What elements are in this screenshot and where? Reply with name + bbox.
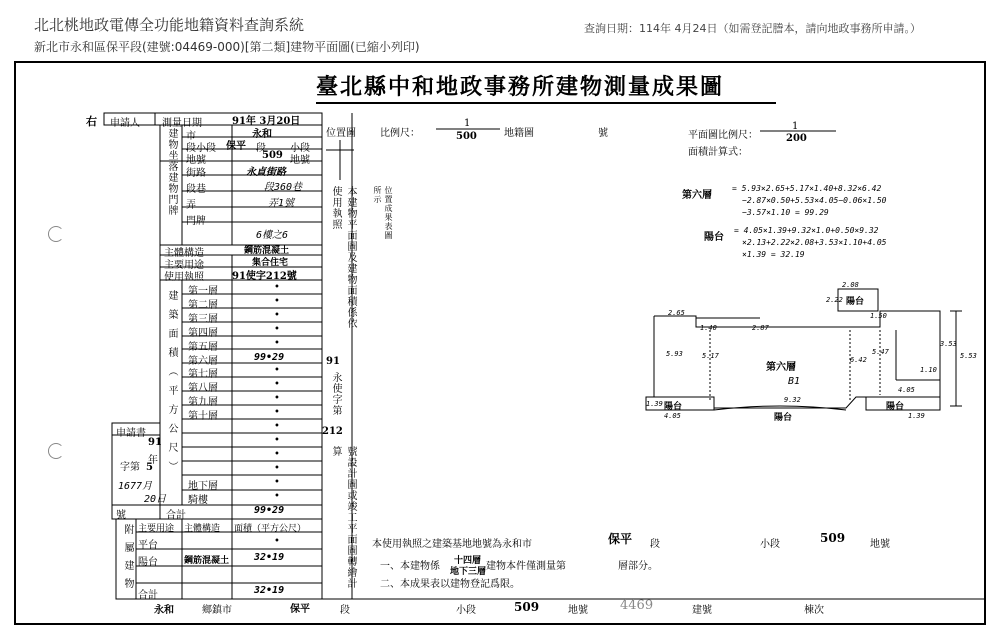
yangtai-value: 32•19 bbox=[254, 552, 285, 563]
note-1b: 建物本件僅測量第 bbox=[486, 561, 566, 572]
att-total-value: 32•19 bbox=[254, 585, 285, 596]
floor-value: • bbox=[274, 379, 280, 391]
plan-balcony-top: 陽台 bbox=[846, 297, 865, 307]
plan-dimension-label: 2.22 bbox=[826, 296, 843, 304]
plan-dimension-label: 1.50 bbox=[870, 312, 887, 320]
balcony-label: 平台 bbox=[138, 540, 158, 551]
plan-dimension-label: 1.39 bbox=[908, 412, 925, 420]
bottom-lot: 509 bbox=[514, 600, 540, 614]
main-use-label: 主要用途 bbox=[164, 260, 204, 271]
cert-section: 保平 bbox=[608, 532, 633, 546]
floor-value: • bbox=[274, 309, 280, 321]
floor-value: • bbox=[274, 295, 280, 307]
city-value: 永和 bbox=[252, 129, 272, 140]
location-label: 位置圖 bbox=[326, 128, 356, 139]
floor-value: • bbox=[274, 365, 280, 377]
floor-label: 第三層 bbox=[188, 313, 218, 325]
bottom-small-label: 小段 bbox=[456, 605, 476, 616]
vertical-license-char: 永使字第 bbox=[330, 372, 341, 416]
apply-month: 1677月 bbox=[118, 481, 153, 492]
apply-no-label: 號 bbox=[116, 510, 126, 521]
right-mark: 右 bbox=[86, 115, 97, 128]
main-structure-value: 鋼筋混凝土 bbox=[244, 246, 290, 256]
cadastral-map-label: 地籍圖 bbox=[504, 128, 534, 139]
area-label: 建築面積（平方公尺） bbox=[166, 290, 177, 480]
floor-label: 第二層 bbox=[188, 299, 218, 311]
cert-lot: 509 bbox=[820, 531, 846, 545]
plan-dimension-label: 4.05 bbox=[898, 386, 915, 394]
scale-num: 1 bbox=[464, 118, 471, 129]
bottom-city-label: 鄉鎮市 bbox=[202, 605, 232, 616]
lot-col-label: 地號 bbox=[186, 155, 206, 166]
bottom-section-label: 段 bbox=[340, 605, 350, 616]
floor-label: 第四層 bbox=[188, 327, 218, 339]
apply-year: 年 bbox=[148, 455, 158, 466]
building-gate-label: 建物門牌 bbox=[166, 172, 177, 216]
plan-floor-code: B1 bbox=[788, 376, 801, 387]
section2-label: 段巷 bbox=[186, 184, 206, 195]
floor-value: • bbox=[274, 393, 280, 405]
note-2: 二、本成果表以建物登記爲限。 bbox=[380, 579, 520, 590]
apply-no: 91 bbox=[148, 437, 162, 448]
plan-dimension-label: 2.08 bbox=[842, 281, 859, 289]
plan-scale-label: 平面圖比例尺： bbox=[688, 130, 758, 141]
apply-day: 20日 bbox=[144, 494, 167, 505]
section-value: 保平 bbox=[226, 141, 246, 152]
bottom-section: 保平 bbox=[290, 604, 310, 615]
cert-section-label: 段 bbox=[650, 539, 660, 550]
floor-value-blank: • bbox=[274, 421, 280, 432]
vertical-license-no: 91 bbox=[326, 356, 340, 367]
apply-label: 申請書 bbox=[116, 428, 146, 439]
yt-line2: ×2.13+2.22×2.08+3.53×1.10+4.05 bbox=[742, 238, 887, 247]
small-section-label: 小段 bbox=[290, 143, 310, 154]
floor-value-blank: • bbox=[274, 463, 280, 474]
applicant-label: 申請人 bbox=[110, 118, 140, 129]
main-use-value: 集合住宅 bbox=[252, 258, 289, 268]
plan-scale-num: 1 bbox=[792, 121, 799, 132]
plan-dimension-label: 9.32 bbox=[784, 396, 801, 404]
floor-label: 第五層 bbox=[188, 341, 218, 353]
floor-label: 第七層 bbox=[188, 369, 218, 381]
lot-label: 地號 bbox=[290, 155, 310, 166]
apply-num: 5 bbox=[146, 462, 153, 473]
section-label: 段小段 bbox=[186, 143, 216, 154]
subsection-label: 段 bbox=[256, 143, 266, 154]
plan-dimension-label: 5.93 bbox=[666, 350, 683, 358]
plan-dimension-label: 1.10 bbox=[920, 366, 937, 374]
gate-no-value: 6樓之6 bbox=[256, 230, 289, 241]
cert-lot-label: 地號 bbox=[870, 539, 890, 550]
plan-dimension-label: 5.53 bbox=[960, 352, 977, 360]
plan-dimension-label: 5.17 bbox=[702, 352, 719, 360]
att-total-label: 合計 bbox=[138, 590, 158, 601]
plan-dimension-label: 4.05 bbox=[664, 412, 681, 420]
penthouse-label: 騎樓 bbox=[188, 495, 208, 506]
query-date: 查詢日期：114年 4月24日（如需登記謄本，請向地政事務所申請。） bbox=[584, 22, 921, 35]
note-1: 一、本建物係 bbox=[380, 561, 440, 572]
license-label: 使用執照 bbox=[164, 272, 204, 283]
document-title: 臺北縣中和地政事務所建物測量成果圖 bbox=[316, 74, 725, 100]
section2-value: 段360巷 bbox=[264, 182, 303, 193]
floor-value-blank: • bbox=[274, 435, 280, 446]
note-1c: 層部分。 bbox=[618, 561, 658, 572]
yangtai-struct: 鋼筋混凝土 bbox=[184, 556, 230, 566]
floors-total: 十四層 bbox=[454, 556, 482, 566]
bottom-lot-label: 地號 bbox=[568, 605, 588, 616]
street-value: 永貞街路 bbox=[246, 167, 286, 178]
plan-dimension-label: 1.39 bbox=[646, 400, 663, 408]
floor-value: 99•29 bbox=[254, 351, 285, 363]
total-value: 99•29 bbox=[254, 505, 285, 516]
plan-floor-label: 第六層 bbox=[766, 362, 796, 373]
floor-value: • bbox=[274, 282, 280, 293]
cert-note: 本使用執照之建築基地地號為永和市 bbox=[372, 539, 532, 550]
basement-label: 地下層 bbox=[188, 481, 218, 492]
parcel-line: 新北市永和區保平段(建號:04469-000)[第二類]建物平面圖(已縮小列印) bbox=[34, 40, 420, 54]
cert-small: 小段 bbox=[760, 539, 780, 550]
plan-dimension-label: 3.53 bbox=[940, 340, 957, 348]
floor-value: • bbox=[274, 323, 280, 335]
plan-dimension-label: 5.47 bbox=[872, 348, 889, 356]
yt-line1: = 4.05×1.39+9.32×1.0+0.50×9.32 bbox=[734, 226, 879, 235]
survey-date: 91年 3月20日 bbox=[232, 116, 301, 127]
total-label: 合計 bbox=[166, 510, 186, 521]
attached-area-label: 面積（平方公尺） bbox=[234, 524, 307, 534]
apply-char: 字第 bbox=[120, 462, 140, 473]
vertical-note-2: 號設計圖或竣工平面圖轉繪計算 bbox=[330, 446, 356, 589]
plan-dimension-label: 1.40 bbox=[700, 324, 717, 332]
floor-label: 第九層 bbox=[188, 397, 218, 409]
plan-dimension-label: 2.87 bbox=[752, 324, 769, 332]
floor-value: • bbox=[274, 407, 280, 419]
basement-value: • bbox=[274, 477, 280, 488]
gate-no-label: 門牌 bbox=[186, 216, 206, 227]
f6-label: 第六層 bbox=[682, 190, 712, 201]
floor-label: 第一層 bbox=[188, 286, 218, 297]
vertical-license-num: 212 bbox=[322, 426, 343, 437]
attached-label: 附屬建物 bbox=[122, 524, 133, 596]
plan-balcony-left: 陽台 bbox=[664, 402, 683, 412]
plan-balcony-right: 陽台 bbox=[886, 402, 905, 412]
location-note: 位置成果表圖所示 bbox=[373, 186, 393, 240]
main-structure-label: 主體構造 bbox=[164, 248, 204, 259]
yt-line3: ×1.39 = 32.19 bbox=[742, 250, 805, 259]
penthouse-value: • bbox=[274, 491, 280, 502]
city-label: 市 bbox=[186, 131, 196, 142]
plan-scale-den: 200 bbox=[786, 133, 807, 144]
yangtai-label: 陽台 bbox=[138, 557, 158, 568]
vertical-note-1: 本建物平面圖及建物面積係依使用執照 bbox=[330, 186, 356, 329]
floor-value-blank: • bbox=[274, 449, 280, 460]
plan-dimension-label: 2.65 bbox=[668, 309, 685, 317]
bottom-bldg-no: 4469 bbox=[620, 598, 654, 613]
floor-label: 第八層 bbox=[188, 383, 218, 395]
lane-value: 弄1號 bbox=[268, 198, 295, 209]
bottom-city: 永和 bbox=[154, 605, 174, 616]
plan-dimension-label: 6.42 bbox=[850, 356, 867, 364]
floor-value: • bbox=[274, 337, 280, 349]
plan-balcony-mid: 陽台 bbox=[774, 413, 793, 423]
scale-den: 500 bbox=[456, 131, 477, 142]
f6-line3: −3.57×1.10 = 99.29 bbox=[742, 208, 829, 217]
f6-line1: = 5.93×2.65+5.17×1.40+8.32×6.42 bbox=[732, 184, 882, 193]
street-label: 街路 bbox=[186, 168, 206, 179]
survey-date-label: 測量日期 bbox=[162, 118, 202, 129]
license-value: 91使字212號 bbox=[232, 271, 297, 282]
area-calc-label: 面積計算式： bbox=[688, 147, 748, 158]
scale-label: 比例尺： bbox=[380, 128, 420, 139]
yt-label: 陽台 bbox=[704, 232, 724, 243]
lane-label: 弄 bbox=[186, 200, 196, 211]
floor-label: 第十層 bbox=[188, 411, 218, 423]
attached-struct-label: 主體構造 bbox=[184, 524, 221, 534]
f6-line2: −2.87×0.50+5.53×4.05−0.06×1.50 bbox=[742, 196, 887, 205]
basement-note: 地下三層 bbox=[450, 567, 487, 577]
bottom-seq-label: 棟次 bbox=[804, 605, 824, 616]
system-title: 北北桃地政電傳全功能地籍資料查詢系統 bbox=[34, 16, 305, 34]
number-label: 號 bbox=[598, 128, 608, 139]
bottom-bldg-label: 建號 bbox=[692, 605, 712, 616]
building-location-label: 建物坐落 bbox=[166, 128, 177, 172]
lot-value: 509 bbox=[262, 150, 283, 161]
attached-use-label: 主要用途 bbox=[138, 524, 175, 534]
floor-label: 第六層 bbox=[188, 355, 218, 367]
balcony-value: • bbox=[274, 536, 280, 547]
